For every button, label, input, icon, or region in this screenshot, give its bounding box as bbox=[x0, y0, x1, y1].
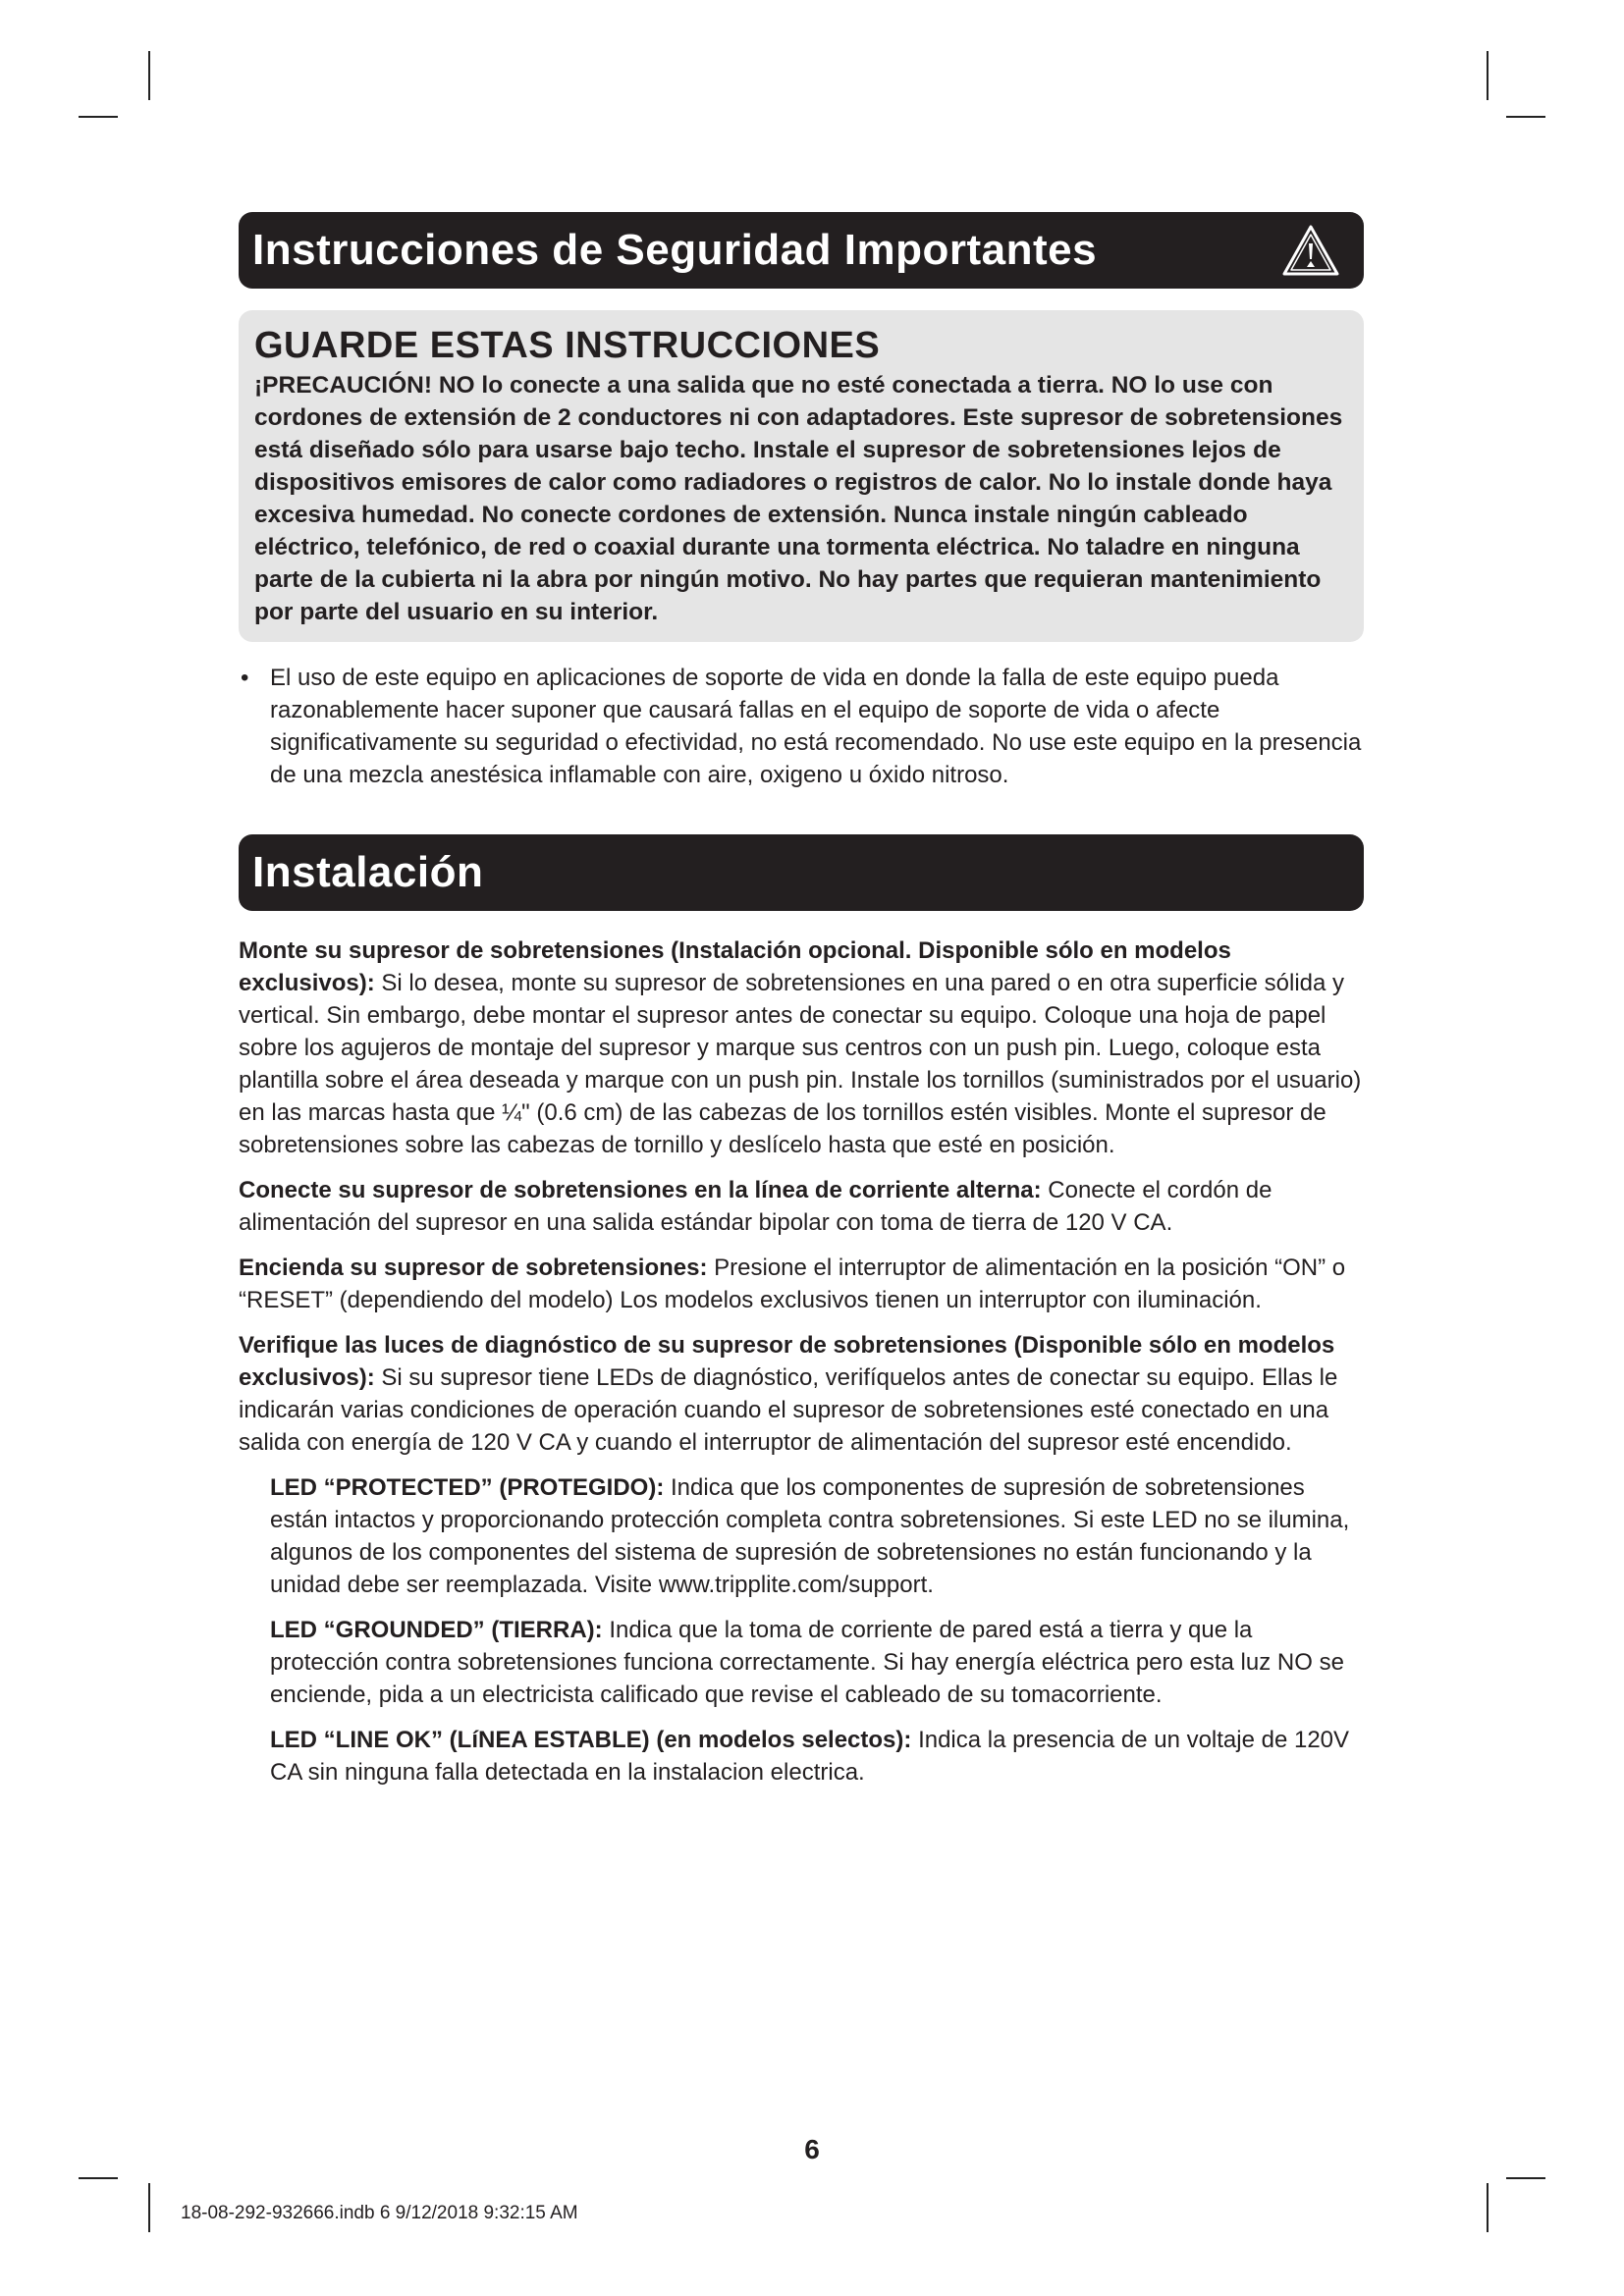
page-number: 6 bbox=[804, 2134, 820, 2164]
led-line-ok-text: Indica la presencia de un voltaje de 120V CA sin ninguna falla detectada en la instalacion electrica. bbox=[270, 1727, 1350, 1786]
verify-paragraph bbox=[239, 1329, 1364, 1459]
mount-text: Si lo desea, monte su supresor de sobretensiones en una pared o en otra superficie sólida y vertical. Sin embargo, debe montar el supresor antes de conectar su equipo. Coloque una hoja de papel sobre los agujeros de montaje del supresor y marque sus centros con un push pin. Luego, coloque esta plantilla sobre el área deseada y marque con un push pin. Instale los tornillos (suministrados por el usuario) en las marcas hasta que ¼" (0.6 cm) de las cabezas de los tornillos estén visibles. Monte el supresor de sobretensiones sobre las cabezas de tornillo y deslícelo hasta que esté en posición. bbox=[239, 970, 1362, 1158]
led-grounded-paragraph bbox=[239, 1614, 1364, 1711]
save-instructions-heading: GUARDE ESTAS INSTRUCCIONES bbox=[254, 325, 881, 366]
led-line-ok-paragraph bbox=[239, 1724, 1364, 1789]
print-info: 18-08-292-932666.indb 6 9/12/2018 9:32:15 AM bbox=[181, 2203, 578, 2223]
led-line-ok-heading: LED “LINE OK” (LíNEA ESTABLE) (en modelos selectos): bbox=[270, 1727, 912, 1753]
connect-paragraph bbox=[239, 1174, 1364, 1239]
power-on-heading: Encienda su supresor de sobretensiones: bbox=[239, 1255, 708, 1281]
crop-mark bbox=[1506, 2177, 1545, 2179]
installation-title: Instalación bbox=[252, 848, 484, 896]
led-protected-paragraph bbox=[239, 1471, 1364, 1601]
verify-heading: Verifique las luces de diagnóstico de su supresor de sobretensiones (Disponible sólo en modelos exclusivos): bbox=[239, 1332, 1335, 1391]
crop-mark bbox=[1506, 116, 1545, 118]
crop-mark bbox=[1487, 2183, 1489, 2232]
bullet-text: El uso de este equipo en aplicaciones de soporte de vida en donde la falla de este equipo pueda razonablemente hacer suponer que causará fallas en el equipo de soporte de vida o afecte significativamente su seguridad o efectividad, no está recomendado. No use este equipo en la presencia de una mezcla anestésica inflamable con aire, oxigeno u óxido nitroso. bbox=[270, 665, 1362, 788]
crop-mark bbox=[148, 51, 150, 100]
mount-paragraph bbox=[239, 934, 1364, 1161]
crop-mark bbox=[79, 116, 118, 118]
connect-text: Conecte el cordón de alimentación del supresor en una salida estándar bipolar con toma de tierra de 120 V CA. bbox=[239, 1177, 1272, 1236]
crop-mark bbox=[79, 2177, 118, 2179]
page-content bbox=[239, 212, 1364, 1789]
caution-box bbox=[239, 310, 1364, 642]
crop-mark bbox=[1487, 51, 1489, 100]
led-protected-text: Indica que los componentes de supresión de sobretensiones están intactos y proporcionando protección completa contra sobretensiones. Si este LED no se ilumina, algunos de los componentes del sistema de supresión de sobretensiones no están funcionando y la unidad debe ser reemplazada. Visite www.tripplite.com/support. bbox=[270, 1474, 1350, 1598]
life-support-bullet bbox=[239, 662, 1364, 791]
warning-triangle-icon bbox=[1281, 224, 1340, 277]
led-protected-heading: LED “PROTECTED” (PROTEGIDO): bbox=[270, 1474, 665, 1501]
mount-heading: Monte su supresor de sobretensiones (Instalación opcional. Disponible sólo en modelos exclusivos): bbox=[239, 937, 1231, 996]
installation-header-bar bbox=[239, 834, 1364, 911]
safety-header-bar bbox=[239, 212, 1364, 289]
safety-title: Instrucciones de Seguridad Importantes bbox=[252, 226, 1098, 274]
led-grounded-heading: LED “GROUNDED” (TIERRA): bbox=[270, 1617, 603, 1643]
bullet-marker: • bbox=[241, 665, 249, 691]
power-on-text: Presione el interruptor de alimentación en la posición “ON” o “RESET” (dependiendo del modelo) Los modelos exclusivos tienen un interruptor con iluminación. bbox=[239, 1255, 1346, 1313]
led-grounded-text: Indica que la toma de corriente de pared está a tierra y que la protección contra sobretensiones funciona correctamente. Si hay energía eléctrica pero esta luz NO se enciende, pida a un electricista calificado que revise el cableado de su tomacorriente. bbox=[270, 1617, 1344, 1708]
connect-heading: Conecte su supresor de sobretensiones en la línea de corriente alterna: bbox=[239, 1177, 1042, 1203]
caution-text: ¡PRECAUCIÓN! NO lo conecte a una salida que no esté conectada a tierra. NO lo use con cordones de extensión de 2 conductores ni con adaptadores. Este supresor de sobretensiones está diseñado sólo para usarse bajo techo. Instale el supresor de sobretensiones lejos de dispositivos emisores de calor como radiadores o registros de calor. No lo instale donde haya excesiva humedad. No conecte cordones de extensión. Nunca instale ningún cableado eléctrico, telefónico, de red o coaxial durante una tormenta eléctrica. No taladre en ninguna parte de la cubierta ni la abra por ningún motivo. No hay partes que requieran mantenimiento por parte del usuario en su interior. bbox=[254, 372, 1343, 625]
crop-mark bbox=[148, 2183, 150, 2232]
verify-text: Si su supresor tiene LEDs de diagnóstico, verifíquelos antes de conectar su equipo. Ellas le indicarán varias condiciones de operación cuando el supresor de sobretensiones esté conectado en una salida con energía de 120 V CA y cuando el interruptor de alimentación del supresor esté encendido. bbox=[239, 1364, 1338, 1456]
power-on-paragraph bbox=[239, 1252, 1364, 1316]
